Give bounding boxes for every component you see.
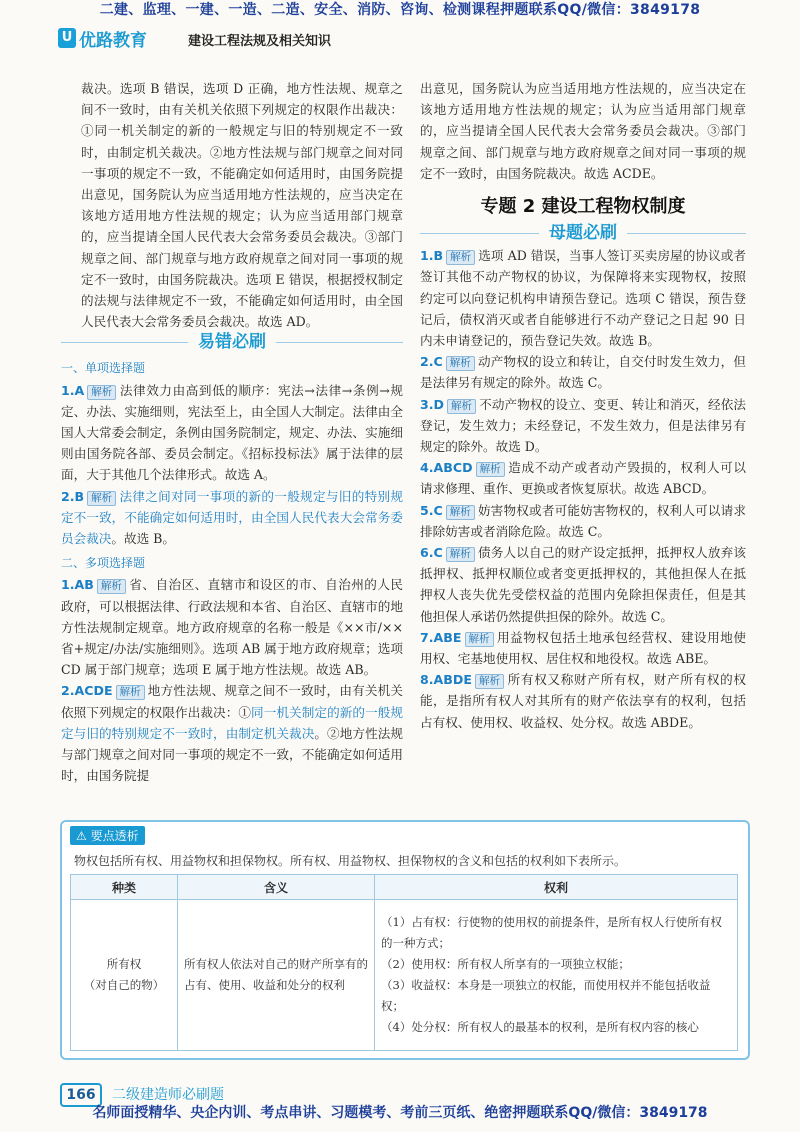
section-heading-mother-questions	[420, 223, 746, 245]
answer-text: 造成不动产或者动产毁损的，权利人可以请求修理、重作、更换或者恢复原状。故选 ABCD。	[420, 460, 746, 497]
brand-header	[58, 24, 758, 52]
table-header-cell: 种类	[71, 875, 178, 900]
topic-title: 专题 2 建设工程物权制度	[480, 196, 686, 218]
right-item: （4）处分权：所有权人的最基本的权利，是所有权内容的核心	[381, 1020, 699, 1034]
answer-number: 1.A	[61, 382, 85, 398]
analysis-tag: 解析	[87, 385, 116, 400]
continued-paragraph: 出意见，国务院认为应当适用地方性法规的，应当决定在该地方适用地方性法规的规定；认为应当适用部门规章的，应当提请全国人民代表大会常务委员会裁决。③部门规章之间、部门规章与地方政府规章之间对同一事项的规定不一致时，由国务院裁决。故选 ACDE。	[420, 81, 746, 181]
answer-text: 用益物权包括土地承包经营权、建设用地使用权、宅基地使用权、居住权和地役权。故选 ABE。	[420, 629, 746, 667]
type-name: 所有权	[106, 957, 142, 971]
answer-list	[420, 245, 746, 733]
table-cell-meaning: 所有权人依法对自己的财产所享有的占有、使用、收益和处分的权利	[178, 900, 375, 1051]
table-cell-rights	[375, 900, 738, 1051]
answer-number: 6.C	[420, 545, 443, 561]
answer-text: 。②地方性法规与部门规章之间对同一事项的规定不一致，不能确定如何适用时，由国务院提	[61, 725, 404, 784]
table-header-row	[71, 875, 738, 900]
book-title: 建设工程法规及相关知识	[188, 34, 332, 49]
top-contact-banner: 二建、监理、一建、一造、二造、安全、消防、咨询、检测课程押题联系QQ/微信：3849178	[99, 2, 701, 18]
table-row	[71, 900, 738, 1051]
property-rights-table	[70, 874, 738, 1051]
answer-number: 1.AB	[61, 577, 94, 593]
analysis-tag: 解析	[446, 356, 475, 371]
logo-mark-icon: U	[58, 28, 76, 48]
answer-item	[420, 500, 746, 542]
analysis-tag: 解析	[475, 674, 504, 689]
answer-item	[61, 380, 403, 486]
answer-number: 4.ABCD	[420, 460, 473, 476]
analysis-tag: 解析	[465, 632, 494, 647]
analysis-tag: 解析	[97, 579, 126, 594]
answer-item	[61, 574, 403, 680]
bottom-contact-banner: 名师面授精华、央企内训、考点串讲、习题模考、考前三页纸、绝密押题联系QQ/微信：3849178	[92, 1105, 708, 1121]
key-points-title: ⚠ 要点透析	[70, 826, 145, 845]
category-multiple-choice: 二、多项选择题	[61, 556, 146, 571]
table-cell-type	[71, 900, 178, 1051]
category-single-choice: 一、单项选择题	[61, 361, 146, 376]
answer-item	[420, 627, 746, 669]
answer-item	[61, 680, 403, 786]
answer-number: 8.ABDE	[420, 672, 472, 688]
answer-item	[420, 351, 746, 393]
answer-item	[420, 245, 746, 351]
answer-text: 省、自治区、直辖市和设区的市、自治州的人民政府，可以根据法律、行政法规和本省、自治区、直辖市的地方性法规制定规章。地方政府规章的名称一般是《××市/××省+规定/办法/实施细则》。选项 AB 属于地方政府规章；选项 CD 属于部门规章；选项 E 属于地方性法规。故选 AB。	[61, 577, 403, 678]
table-header-cell: 权利	[375, 875, 738, 900]
section-label: 易错必刷	[188, 332, 276, 353]
highlighted-text: 法律之间对同一事项的新的一般规定与旧的特别规定不一致，不能确定如何适用时，由全国人民代表大会常务委员会裁决	[61, 488, 403, 547]
answer-text: 妨害物权或者可能妨害物权的，权利人可以请求排除妨害或者消除危险。故选 C。	[420, 502, 746, 539]
answer-number: 2.B	[61, 488, 85, 504]
type-note: （对自己的物）	[83, 978, 165, 992]
analysis-tag: 解析	[447, 399, 476, 414]
answer-text: 地方性法规、规章之间不一致时，由有关机关依照下列规定的权限作出裁决：①	[61, 683, 403, 720]
answer-text: 动产物权的设立和转让，自交付时发生效力，但是法律另有规定的除外。故选 C。	[420, 354, 746, 391]
answer-text: 。故选 B。	[111, 531, 176, 547]
publisher-logo	[58, 26, 147, 50]
book-series: 二级建造师必刷题	[112, 1087, 224, 1103]
answer-text: 所有权又称财产所有权，财产所有权的权能，是指所有权人对其所有的财产依法享有的权利，包括占有权、使用权、收益权、处分权。故选 ABDE。	[420, 672, 746, 730]
answer-item	[420, 669, 746, 733]
analysis-tag: 解析	[116, 685, 145, 700]
continued-paragraph: 裁决。选项 B 错误，选项 D 正确，地方性法规、规章之间不一致时，由有关机关依照下列规定的权限作出裁决：①同一机关制定的新的一般规定与旧的特别规定不一致时，由制定机关裁决。②地方性法规与部门规章之间对同一事项的规定不一致，不能确定如何适用时，由国务院提出意见，国务院认为应当适用地方性法规的，应当决定在该地方适用地方性法规的规定；认为应当适用部门规章的，应当提请全国人民代表大会常务委员会裁决。③部门规章之间、部门规章与地方政府规章之间对同一事项的规定不一致时，由国务院裁决。选项 E 错误，根据授权制定的法规与法律规定不一致，不能确定如何适用时，由全国人民代表大会常务委员会裁决。故选 AD。	[81, 81, 403, 330]
answer-text: 不动产物权的设立、变更、转让和消灭，经依法登记，发生效力；未经登记，不发生效力，但是法律另有规定的除外。故选 D。	[420, 396, 746, 455]
answer-text: 债务人以自己的财产设定抵押，抵押权人放弃该抵押权、抵押权顺位或者变更抵押权的，其他担保人在抵押权人丧失优先受偿权益的范围内免除担保责任，但是其他担保人承诺仍然提供担保的除外。故选 C。	[420, 545, 746, 624]
answer-item	[420, 542, 746, 627]
answer-number: 3.D	[420, 396, 445, 412]
answer-item	[61, 486, 403, 550]
right-item: （3）收益权：本身是一项独立的权能，而使用权并不能包括收益权；	[381, 978, 711, 1013]
answer-number: 7.ABE	[420, 629, 462, 645]
left-column	[61, 78, 403, 787]
analysis-tag: 解析	[87, 491, 116, 506]
answer-item	[420, 394, 746, 458]
highlighted-text: 同一机关制定的新的一般规定与旧的特别规定不一致时，由制定机关裁决	[61, 704, 404, 741]
key-points-intro: 物权包括所有权、用益物权和担保物权。所有权、用益物权、担保物权的含义和包括的权利如下表所示。	[74, 854, 627, 868]
answer-number: 2.C	[420, 354, 443, 370]
section-label: 母题必刷	[539, 223, 627, 244]
right-column	[420, 78, 746, 733]
answer-text: 选项 AD 错误，当事人签订买卖房屋的协议或者签订其他不动产物权的协议，为保障将来实现物权，按照约定可以向登记机构申请预告登记。选项 C 错误，预告登记后，债权消灭或者自能够进行不动产登记之日起 90 日内未申请登记的，预告登记失效。故选 B。	[420, 248, 746, 349]
key-points-title-text: 要点透析	[90, 829, 139, 843]
analysis-tag: 解析	[476, 462, 505, 477]
analysis-tag: 解析	[446, 547, 475, 562]
answer-number: 5.C	[420, 502, 443, 518]
analysis-tag: 解析	[446, 505, 475, 520]
table-header-cell: 含义	[178, 875, 375, 900]
key-points-box	[60, 820, 750, 1060]
answer-text: 法律效力由高到低的顺序：宪法→法律→条例→规定、办法、实施细则，宪法至上，由全国人大制定。法律由全国人大常委会制定，条例由国务院制定，规定、办法、实施细则由国务院各部、委员会制定。《招标投标法》属于法律的层面，大于其他几个法律形式。故选 A。	[61, 382, 403, 483]
answer-number: 2.ACDE	[61, 683, 113, 699]
analysis-tag: 解析	[446, 250, 475, 265]
logo-text: 优路教育	[79, 30, 147, 51]
answer-number: 1.B	[420, 248, 444, 264]
answer-item	[420, 457, 746, 499]
section-heading-error-prone	[61, 332, 403, 354]
right-item: （2）使用权：所有权人所享有的一项独立权能；	[381, 957, 630, 971]
right-item: （1）占有权：行使物的使用权的前提条件，是所有权人行使所有权的一种方式；	[381, 915, 722, 950]
page-number: 166	[60, 1083, 102, 1107]
